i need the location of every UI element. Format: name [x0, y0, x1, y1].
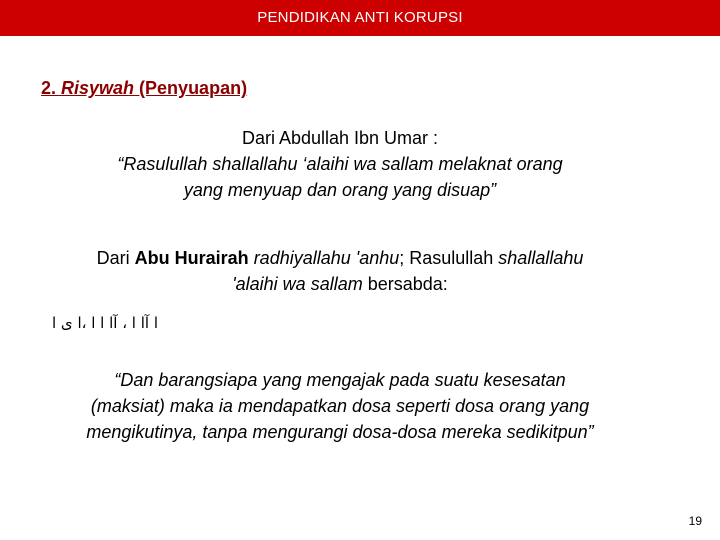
section-title [41, 78, 247, 99]
hadith-abdullah-quote-line-2: yang menyuap dan orang yang disuap” [183, 180, 497, 200]
hadith-abdullah-quote-line-1: “Rasulullah shallallahu ‘alaihi wa sallam melaknat orang [117, 154, 563, 174]
header-title: PENDIDIKAN ANTI KORUPSI [257, 9, 463, 26]
hadith-abu-hurairah-block [40, 245, 640, 297]
narration-suffix: bersabda: [362, 274, 448, 294]
translation-line-3: mengikutinya, tanpa mengurangi dosa-dosa mereka sedikitpun” [86, 422, 594, 442]
hadith-abu-hurairah-line-2 [40, 271, 640, 297]
narrator-name: Abu Hurairah [134, 248, 249, 268]
arabic-text: ا آا ا ، آا ا ا ،ا ی ا [52, 314, 159, 332]
translation-block [40, 367, 640, 445]
header-bar [0, 0, 720, 36]
narrator-honorific: radhiyallahu 'anhu [253, 248, 400, 268]
hadith-abu-hurairah-line-1 [40, 245, 640, 271]
narration-mid: ; Rasulullah [399, 248, 499, 268]
hadith-abdullah-block [40, 125, 640, 203]
translation-line-2: (maksiat) maka ia mendapatkan dosa seperti dosa orang yang [90, 396, 590, 416]
narration-prefix: Dari [96, 248, 135, 268]
section-term-suffix: (Penyuapan) [134, 78, 248, 98]
section-number: 2. [41, 78, 62, 98]
section-term: Risywah [61, 78, 135, 98]
translation-line-1: “Dan barangsiapa yang mengajak pada suatu kesesatan [114, 370, 566, 390]
salutation-part-1: shallallahu [498, 248, 584, 268]
hadith-abdullah-intro: Dari Abdullah Ibn Umar : [241, 128, 439, 148]
page-number: 19 [688, 514, 702, 528]
salutation-part-2: 'alaihi wa sallam [232, 274, 363, 294]
